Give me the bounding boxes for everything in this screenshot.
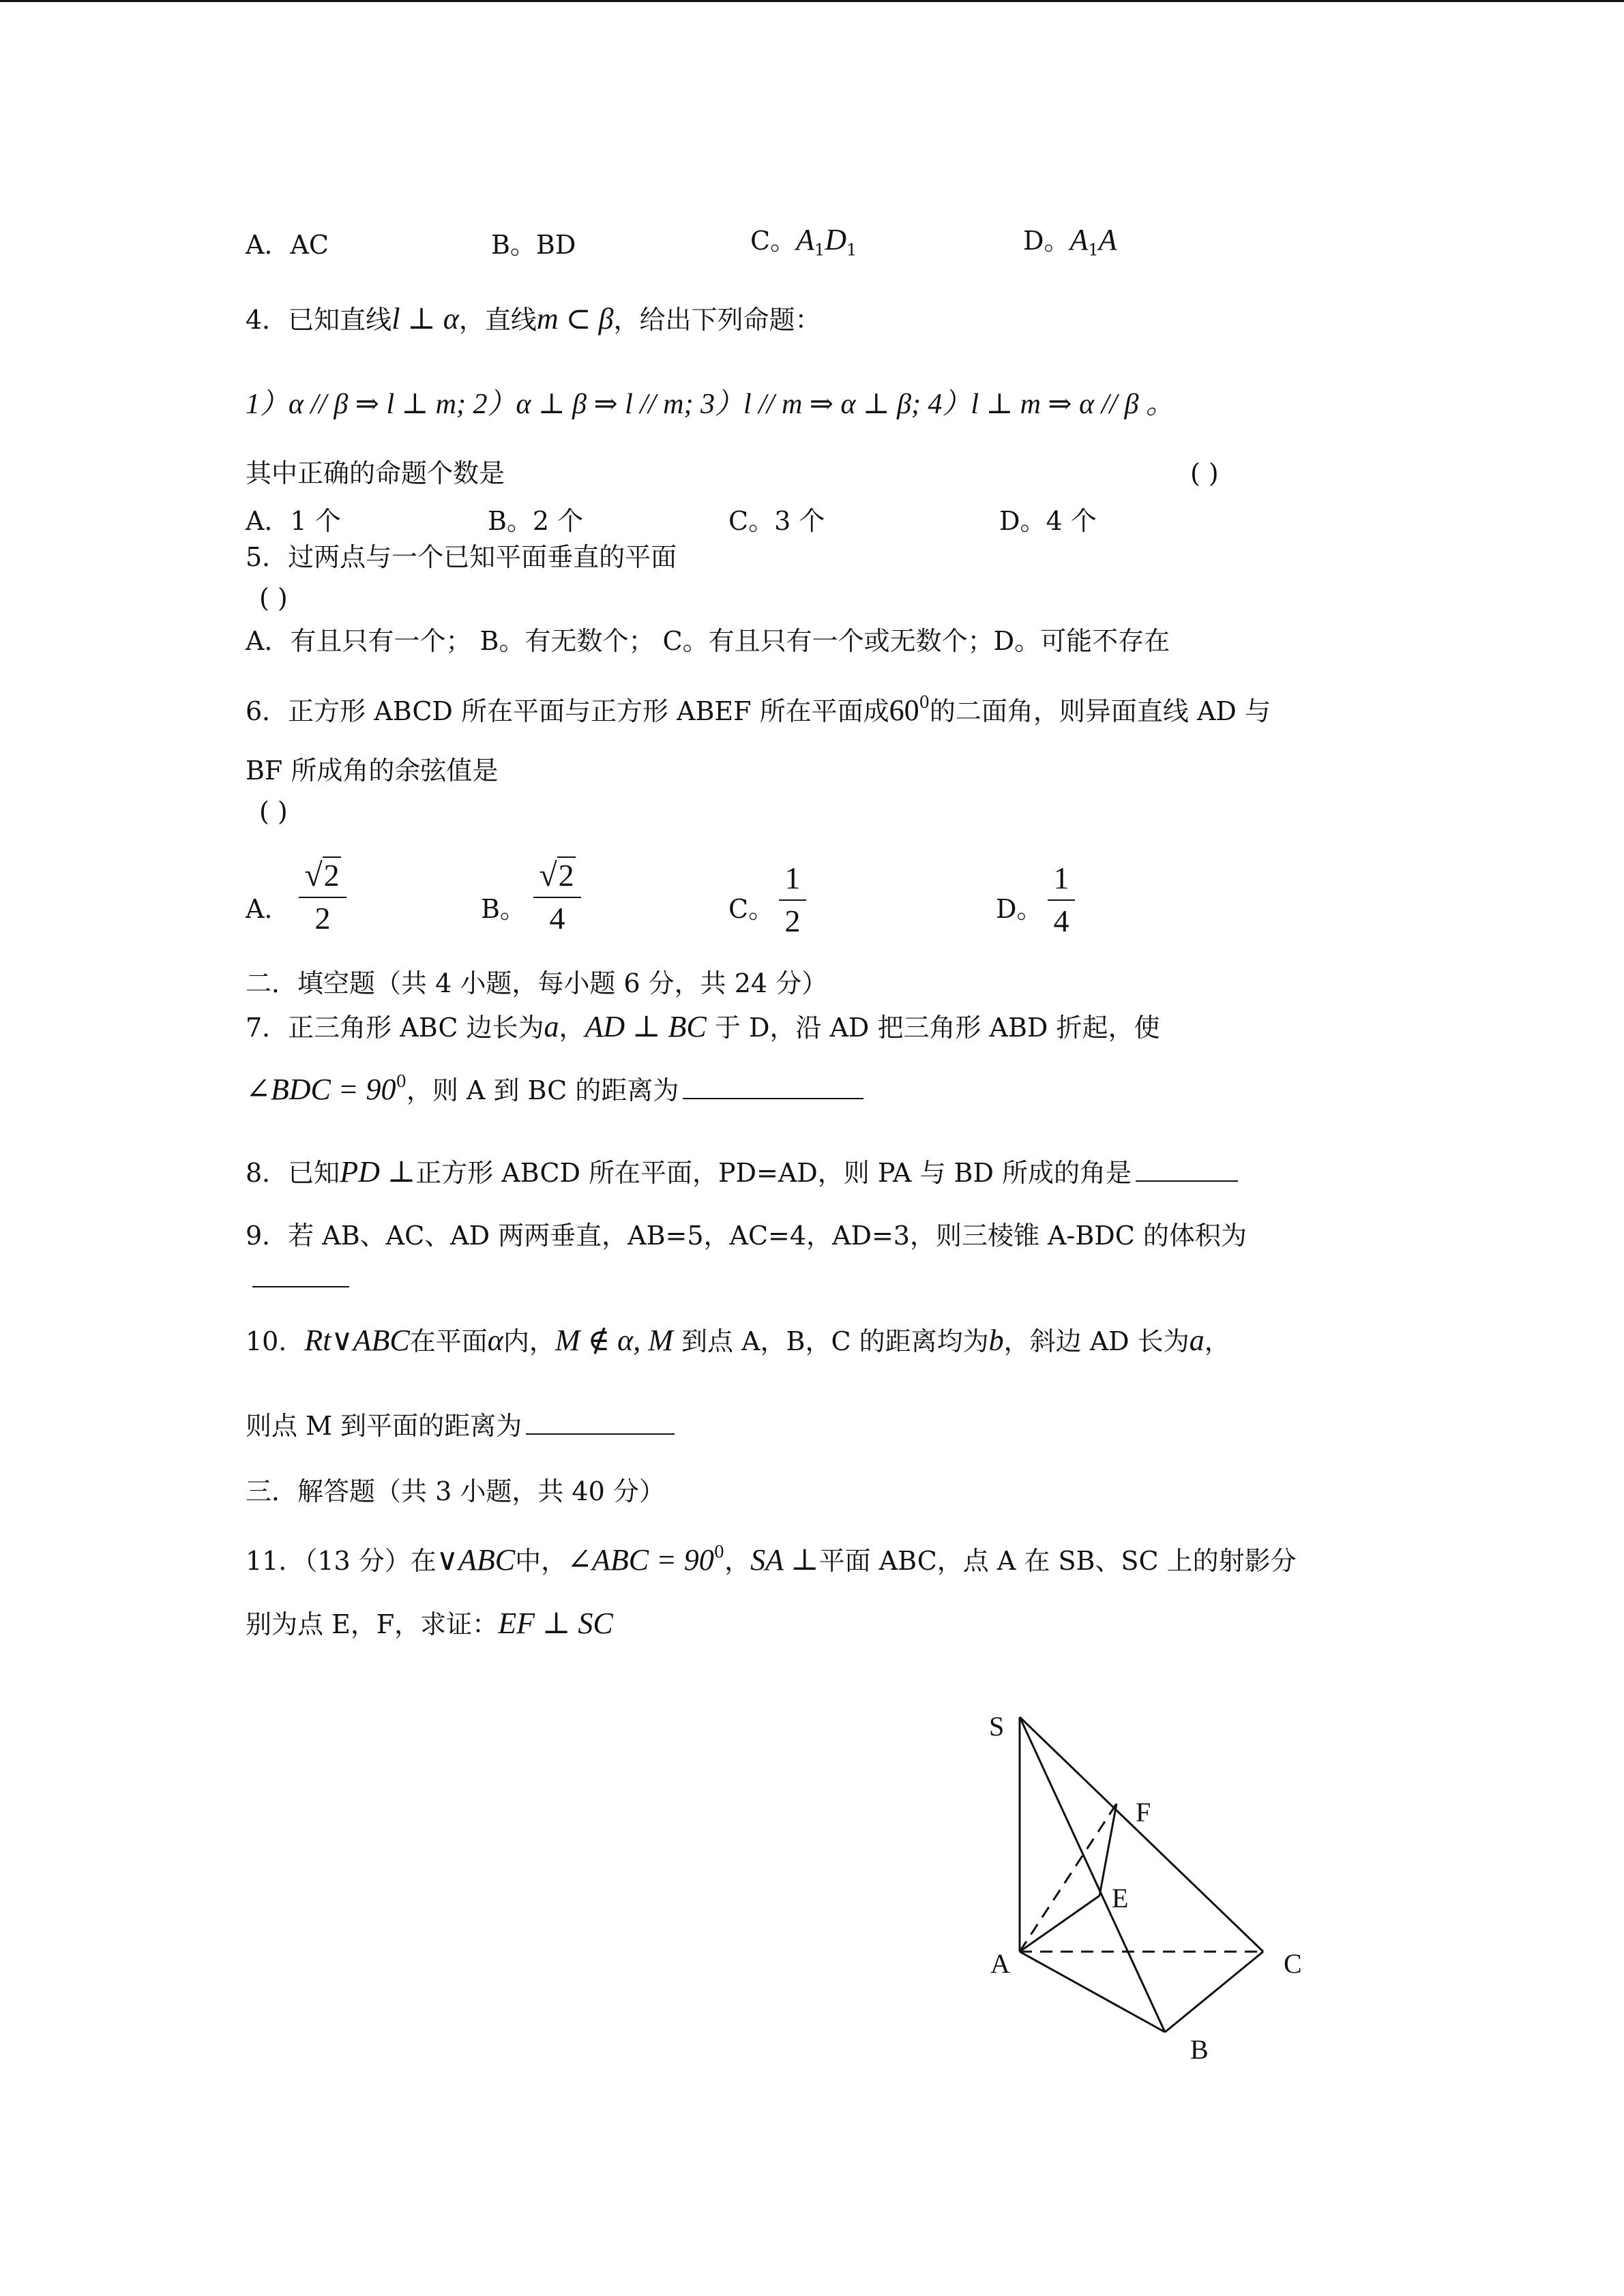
- q7-answer-blank[interactable]: [683, 1075, 863, 1099]
- q10-stem-line2: 则点 M 到平面的距离为: [246, 1410, 675, 1442]
- figure-label-S: S: [989, 1711, 1005, 1742]
- edge-SB: [1020, 1717, 1165, 2032]
- q8-stem: 8．已知PD ⊥正方形 ABCD 所在平面，PD=AD，则 PA 与 BD 所成的角是: [246, 1154, 1238, 1191]
- top-border: [0, 0, 1624, 2]
- q3-option-b: B。BD: [491, 230, 576, 260]
- edge-AE: [1020, 1896, 1099, 1952]
- section-2-heading: 二．填空题（共 4 小题，每小题 6 分，共 24 分）: [246, 968, 828, 998]
- q7-stem: 7．正三角形 ABC 边长为a，AD ⊥ BC 于 D，沿 AD 把三角形 ABD 折起，使: [246, 1010, 1160, 1043]
- q5-answer-paren: ( ): [259, 583, 288, 613]
- figure-label-C: C: [1284, 1948, 1302, 1979]
- q9-stem: 9．若 AB、AC、AD 两两垂直，AB=5，AC=4，AD=3，则三棱锥 A-BDC 的体积为: [246, 1221, 1247, 1251]
- q4-stem: 4．已知直线l ⊥ α，直线m ⊂ β，给出下列命题：: [246, 302, 821, 336]
- q11-figure-tetrahedron: [955, 1691, 1337, 2073]
- q4-answer-paren: ( ): [1190, 458, 1219, 488]
- q6-option-b-fraction: √2 4: [533, 856, 581, 937]
- q6-option-b-label: B。: [481, 894, 526, 924]
- q5-stem: 5．过两点与一个已知平面垂直的平面: [246, 542, 677, 572]
- q3-option-d: D。$A_1A$: [1023, 223, 1117, 260]
- q10-answer-blank[interactable]: [526, 1410, 675, 1435]
- q4-option-c: C。3 个: [728, 506, 825, 536]
- q6-option-d-label: D。: [996, 894, 1043, 924]
- q4-option-a: A．1 个: [246, 506, 341, 536]
- q4-option-b: B。2 个: [488, 506, 584, 536]
- edge-AB: [1020, 1952, 1165, 2032]
- q8-answer-blank[interactable]: [1136, 1157, 1238, 1182]
- q6-stem-line2: BF 所成角的余弦值是: [246, 756, 499, 786]
- q3-option-a: A．AC: [246, 230, 329, 260]
- figure-label-B: B: [1190, 2034, 1209, 2065]
- figure-label-A: A: [990, 1948, 1010, 1979]
- edge-SC: [1020, 1717, 1263, 1952]
- q10-stem: 10．Rt∨ABC在平面α内，M ∉ α, M 到点 A，B，C 的距离均为b，斜边 AD 长为a，: [246, 1324, 1230, 1357]
- q6-option-a-fraction: √2 2: [299, 856, 346, 937]
- q6-option-c-fraction: 1 2: [779, 861, 806, 940]
- q4-propositions: 1）α // β ⇒ l ⊥ m; 2）α ⊥ β ⇒ l // m; 3）l // m ⇒ α ⊥ β; 4）l ⊥ m ⇒ α // β 。: [246, 389, 1175, 420]
- q6-answer-paren: ( ): [259, 796, 288, 826]
- q4-ask: 其中正确的命题个数是: [246, 458, 505, 488]
- q7-stem-line2: ∠BDC = $90^0$，则 A 到 BC 的距离为: [246, 1072, 863, 1108]
- figure-label-F: F: [1136, 1797, 1151, 1828]
- q11-stem-line2: 别为点 E，F，求证：EF ⊥ SC: [246, 1607, 613, 1640]
- q6-option-a-label: A．: [246, 894, 291, 924]
- edge-BC: [1165, 1952, 1263, 2032]
- q9-answer-blank[interactable]: [252, 1263, 349, 1287]
- q11-stem: 11．（13 分）在∨ABC中，∠ABC = $90^0$，SA ⊥平面 ABC，点 A 在 SB、SC 上的射影分: [246, 1542, 1297, 1577]
- q3-option-c: C。$A_1D_1$: [750, 223, 857, 260]
- section-3-heading: 三．解答题（共 3 小题，共 40 分）: [246, 1476, 665, 1506]
- q6-option-c-label: C。: [728, 894, 775, 924]
- q5-options: A．有且只有一个； B。有无数个； C。有且只有一个或无数个；D。可能不存在: [246, 626, 1170, 656]
- q4-option-d: D。4 个: [999, 506, 1097, 536]
- q6-option-d-fraction: 1 4: [1048, 861, 1075, 940]
- figure-label-E: E: [1112, 1883, 1129, 1913]
- q6-stem: 6．正方形 ABCD 所在平面与正方形 ABEF 所在平面成$60^0$的二面角，则异面直线 AD 与: [246, 693, 1271, 727]
